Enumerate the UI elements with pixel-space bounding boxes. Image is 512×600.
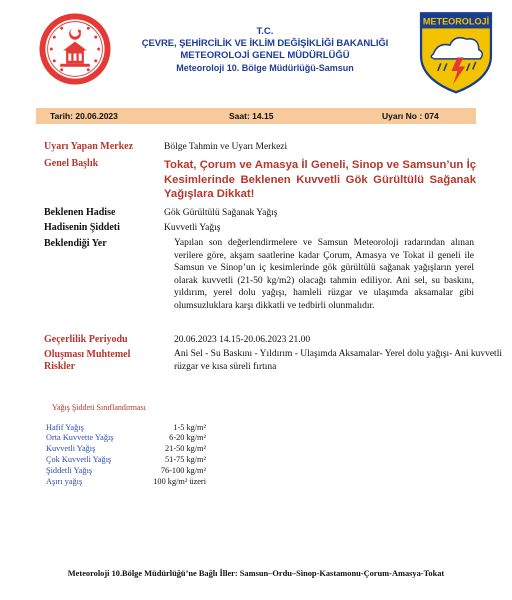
header-line-4: Meteoroloji 10. Bölge Müdürlüğü-Samsun	[176, 63, 354, 73]
scale-row-range: 1-5 kg/m²	[173, 423, 206, 432]
scale-row	[46, 423, 206, 433]
header-line-1: T.C.	[256, 26, 274, 37]
title-label: Genel Başlık	[44, 158, 99, 169]
severity-value: Kuvvetli Yağış	[164, 223, 221, 233]
validity-label: Geçerlilik Periyodu	[44, 334, 128, 345]
info-bar	[36, 108, 476, 124]
warning-title: Tokat, Çorum ve Amasya İl Geneli, Sinop ve Samsun’un İç Kesimlerinde Beklenen Kuvvetli Gök Gürültülü Sağanak Yağışlara Dikkat!	[164, 159, 476, 200]
date-text: Tarih: 20.06.2023	[50, 111, 118, 121]
severity-label: Hadisenin Şiddeti	[44, 222, 120, 233]
event-value: Gök Gürültülü Sağanak Yağış	[164, 208, 278, 218]
scale-row-range: 6-20 kg/m²	[169, 433, 206, 442]
meteoroloji-logo-icon	[418, 10, 494, 94]
risk-label-line-2: Riskler	[44, 361, 76, 372]
scale-row	[46, 455, 206, 465]
location-label: Beklendiği Yer	[44, 238, 107, 249]
issuer-value: Bölge Tahmin ve Uyarı Merkezi	[164, 142, 288, 152]
header-line-2: ÇEVRE, ŞEHİRCİLİK VE İKLİM DEĞİŞİKLİĞİ BAKANLIĞI	[141, 38, 389, 49]
scale-row-name: Aşırı yağış	[46, 477, 83, 486]
scale-row-range: 51-75 kg/m²	[165, 455, 206, 464]
scale-row	[46, 433, 206, 443]
logo-text: METEOROLOJİ	[422, 16, 490, 27]
scale-title: Yağış Şiddeti Sınıflandırması	[52, 403, 146, 412]
ministry-header	[120, 26, 410, 74]
risk-value: Ani Sel - Su Baskını - Yıldırım - Ulaşımda Aksamalar- Yerel dolu yağışı- Ani kuvvetli rüzgar ve kısa süreli fırtına	[174, 349, 502, 372]
ministry-seal-icon	[38, 12, 112, 86]
location-description: Yapılan son değerlendirmelere ve Samsun Meteoroloji radarından alınan verilere göre, akşam saatlerine kadar Çorum, Amasya ve Tokat il geneli ile Samsun ve Sinop’un iç kesimlerinde gök gürültülü sağanak yağışların yerel olarak kuvvetli (21-50 kg/m2) olacağı tahmin ediliyor. Ani sel, su baskını, yıldırım, yerel dolu yağışı, hamleli rüzgar ve ulaşımda aksamalar gibi olumsuzluklara karşı dikkatli ve tedbirli olunmalıdır.	[174, 238, 474, 311]
scale-row	[46, 477, 206, 487]
scale-row-range: 21-50 kg/m²	[165, 444, 206, 453]
scale-row-name: Çok Kuvvetli Yağış	[46, 455, 112, 464]
scale-row-range: 100 kg/m² üzeri	[153, 477, 206, 486]
scale-row-name: Kuvvetli Yağış	[46, 444, 96, 453]
risk-label-line-1: Oluşması Muhtemel	[44, 349, 131, 360]
footer-provinces: Meteoroloji 10.Bölge Müdürlüğü’ne Bağlı İller: Samsun–Ordu–Sinop-Kastamonu-Çorum-Amasya-Tokat	[67, 569, 445, 578]
scale-row-range: 76-100 kg/m²	[160, 466, 206, 475]
event-label: Beklenen Hadise	[44, 207, 116, 218]
scale-row	[46, 466, 206, 476]
time-text: Saat: 14.15	[229, 111, 274, 121]
scale-row-name: Hafif Yağış	[46, 423, 84, 432]
scale-row-name: Şiddetli Yağış	[46, 466, 93, 475]
alert-number: Uyarı No : 074	[382, 111, 439, 121]
header-line-3: METEOROLOJİ GENEL MÜDÜRLÜĞÜ	[180, 50, 350, 61]
issuer-label: Uyarı Yapan Merkez	[44, 141, 134, 152]
scale-row	[46, 444, 206, 454]
validity-value: 20.06.2023 14.15-20.06.2023 21.00	[174, 335, 311, 345]
scale-row-name: Orta Kuvvette Yağış	[46, 433, 114, 442]
